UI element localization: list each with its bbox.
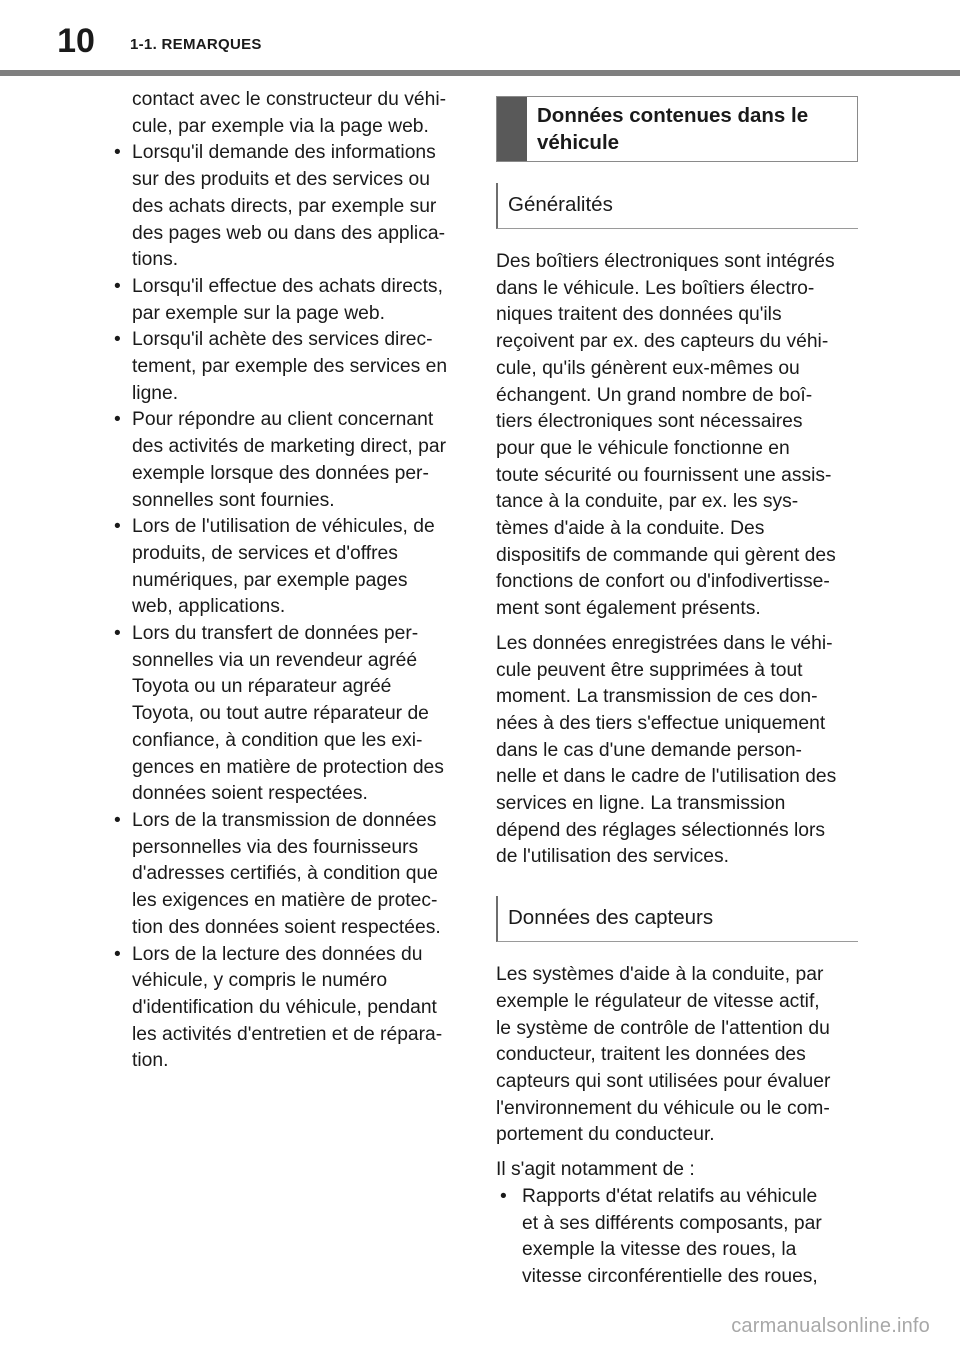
header-rule (0, 70, 960, 76)
capteurs-paragraph-2: Il s'agit notamment de : (496, 1159, 695, 1181)
major-heading-box (496, 96, 858, 162)
page-number: 10 (57, 22, 95, 60)
major-heading-title: Données contenues dans le véhicule (537, 104, 809, 154)
subsection-heading-generalites: Généralités (496, 183, 858, 229)
section-heading: 1-1. REMARQUES (130, 36, 262, 53)
list-item: • Rapports d'état relatifs au véhicule et à ses différents composants, par exemple la vitesse des roues, la vitesse circonférentielle des roues, (496, 1184, 858, 1291)
list-item: • Pour répondre au client concernant des activités de marketing direct, par exemple lorsque des données per- sonnelles sont fournies. (100, 407, 465, 514)
list-item: • Lors de la transmission de données personnelles via des fournisseurs d'adresses certifiés, à condition que les exigences en matière de protec- tion des données soient respectées. (100, 808, 465, 942)
right-column (496, 96, 858, 1291)
left-bullet-list (100, 140, 465, 1075)
list-item: • Lorsqu'il demande des informations sur des produits et des services ou des achats directs, par exemple sur des pages web ou dans des applica- tions. (100, 140, 465, 274)
list-item: • Lors de l'utilisation de véhicules, de produits, de services et d'offres numériques, par exemple pages web, applications. (100, 514, 465, 621)
left-column (100, 87, 465, 1075)
capteurs-bullet-list (496, 1184, 858, 1291)
list-item: • Lorsqu'il effectue des achats directs, par exemple sur la page web. (100, 274, 465, 327)
generalites-paragraph-1: Des boîtiers électroniques sont intégrés dans le véhicule. Les boîtiers électro- niques traitent des données qu'ils reçoivent par ex. des capteurs du véhi- cule, qu'ils génèrent eux-mêmes ou échangent. Un grand nombre de boî- tiers électroniques sont nécessaires pour que le véhicule fonctionne en toute sécurité ou fournissent une assis- tance à la conduite, par ex. les sys- tèmes d'aide à la conduite. Des dispositifs de commande qui gèrent des fonctions de confort ou d'infodivertisse- ment sont également présents. (496, 251, 836, 620)
major-heading-bar (497, 97, 527, 161)
subsection-heading-capteurs: Données des capteurs (496, 896, 858, 942)
capteurs-paragraph-1: Les systèmes d'aide à la conduite, par exemple le régulateur de vitesse actif, le système de contrôle de l'attention du conducteur, traitent les données des capteurs qui sont utilisées pour évaluer l'environnement du véhicule ou le com- portement du conducteur. (496, 964, 831, 1146)
list-item: • Lorsqu'il achète des services direc- tement, par exemple des services en ligne. (100, 327, 465, 407)
generalites-paragraph-2: Les données enregistrées dans le véhi- cule peuvent être supprimées à tout moment. La transmission de ces don- nées à des tiers s'effectue uniquement dans le cas d'une demande person- nelle et dans le cadre de l'utilisation des services en ligne. La transmission dépend des réglages sélectionnés lors de l'utilisation des services. (496, 632, 837, 868)
continuation-paragraph: contact avec le constructeur du véhi- cule, par exemple via la page web. (132, 89, 447, 137)
list-item: • Lors du transfert de données per- sonnelles via un revendeur agréé Toyota ou un réparateur agréé Toyota, ou tout autre réparateur de confiance, à condition que les exi- gences en matière de protection des données soient respectées. (100, 621, 465, 808)
list-item: • Lors de la lecture des données du véhicule, y compris le numéro d'identification du véhicule, pendant les activités d'entretien et de répara- tion. (100, 942, 465, 1076)
watermark: carmanualsonline.info (731, 1315, 930, 1337)
